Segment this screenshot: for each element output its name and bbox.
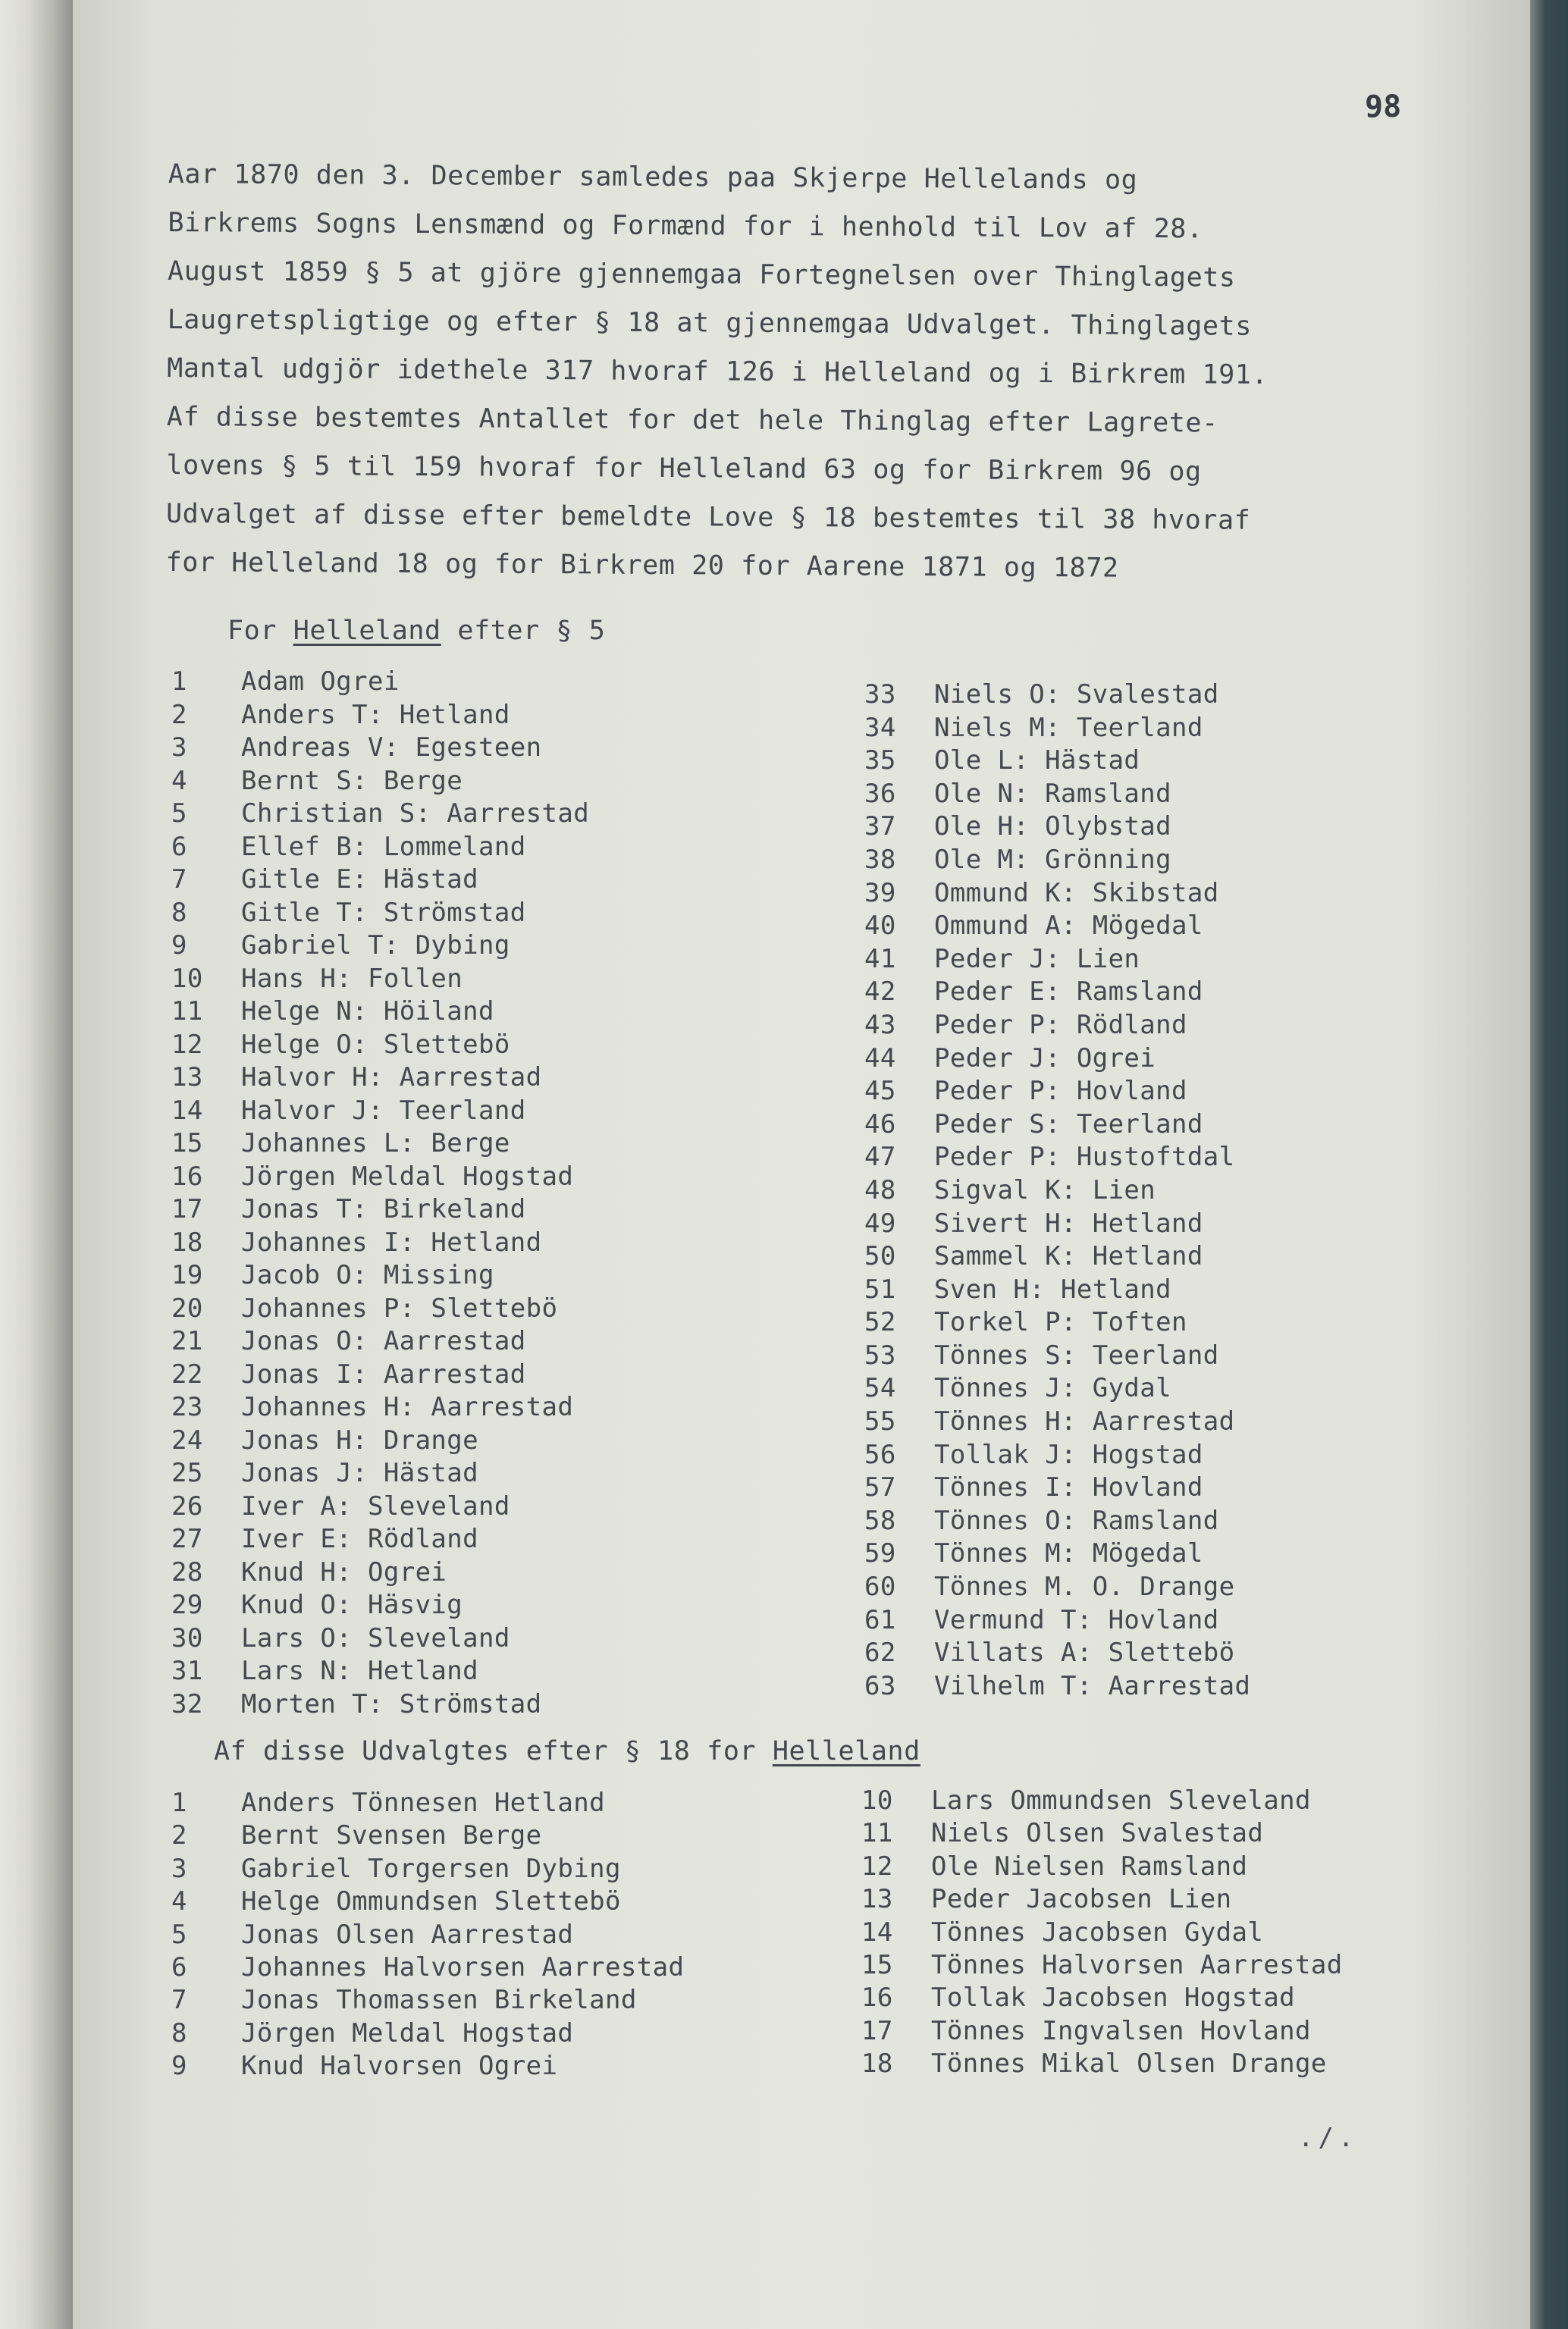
list-item bbox=[171, 963, 589, 996]
list-item bbox=[864, 1306, 1250, 1340]
list-item-number: 1 bbox=[171, 1788, 187, 1818]
list-item bbox=[861, 1785, 1343, 1817]
list-item-name: Sammel K: Hetland bbox=[934, 1241, 1203, 1272]
list-item bbox=[864, 1009, 1250, 1042]
list-item bbox=[171, 1359, 589, 1392]
list-item-number: 36 bbox=[864, 778, 896, 809]
list-item-number: 46 bbox=[864, 1108, 896, 1139]
list-item-name: Sivert H: Hetland bbox=[934, 1208, 1203, 1239]
intro-line: Mantal udgjör idethele 317 hvoraf 126 i Helleland og i Birkrem 191. bbox=[167, 353, 1269, 390]
list-item-name: Ole L: Hästad bbox=[934, 745, 1140, 776]
list-item bbox=[171, 666, 589, 699]
list-item bbox=[864, 810, 1250, 844]
list-item-number: 25 bbox=[171, 1458, 203, 1488]
list-item bbox=[171, 1161, 589, 1194]
list-item bbox=[171, 1951, 684, 1984]
list-item-name: Johannes Halvorsen Aarrestad bbox=[241, 1951, 685, 1983]
list-item-number: 5 bbox=[171, 1919, 187, 1950]
list-item bbox=[171, 1127, 589, 1161]
list-item-name: Tönnes I: Hovland bbox=[934, 1472, 1203, 1503]
list-item bbox=[864, 712, 1250, 745]
list-item-number: 28 bbox=[171, 1556, 203, 1588]
list-item-number: 50 bbox=[864, 1241, 896, 1272]
list-item-number: 19 bbox=[171, 1260, 203, 1290]
list-item-name: Villats A: Slettebö bbox=[934, 1638, 1235, 1669]
list-item bbox=[864, 1406, 1250, 1439]
list-item-number: 18 bbox=[171, 1227, 203, 1258]
list-item-number: 59 bbox=[864, 1538, 896, 1569]
list-item-number: 55 bbox=[864, 1406, 896, 1437]
list-item bbox=[861, 1949, 1343, 1982]
list-item bbox=[171, 1095, 589, 1128]
list-item-number: 30 bbox=[171, 1622, 203, 1653]
list-item-number: 22 bbox=[171, 1359, 203, 1390]
list-item-number: 62 bbox=[864, 1638, 896, 1669]
section5-heading-place: Helleland bbox=[293, 616, 441, 646]
list-item bbox=[171, 1919, 684, 1951]
list-item-number: 3 bbox=[171, 732, 187, 763]
list-item-name: Peder P: Hovland bbox=[934, 1076, 1187, 1107]
list-item-name: Peder E: Ramsland bbox=[934, 976, 1203, 1008]
list-item bbox=[864, 679, 1250, 712]
list-item-number: 18 bbox=[861, 2048, 893, 2080]
list-item-number: 45 bbox=[864, 1076, 896, 1107]
list-item bbox=[864, 1670, 1250, 1704]
list-item bbox=[171, 1325, 589, 1359]
list-item-name: Jonas H: Drange bbox=[241, 1425, 479, 1456]
list-item bbox=[861, 1917, 1343, 1949]
list-item bbox=[171, 1787, 684, 1820]
list-item-name: Andreas V: Egesteen bbox=[241, 732, 542, 763]
list-item-number: 27 bbox=[171, 1524, 203, 1554]
list-item bbox=[171, 1523, 589, 1556]
list-item-name: Iver A: Sleveland bbox=[241, 1490, 510, 1522]
list-item-name: Peder P: Rödland bbox=[934, 1009, 1187, 1040]
list-item-name: Johannes P: Slettebö bbox=[241, 1293, 558, 1324]
list-item-name: Jörgen Meldal Hogstad bbox=[241, 1161, 574, 1192]
list-item-name: Lars O: Sleveland bbox=[241, 1622, 510, 1653]
list-item bbox=[171, 1391, 589, 1425]
section18-list-right bbox=[861, 1785, 1343, 2081]
list-item-number: 15 bbox=[861, 1949, 893, 1980]
intro-paragraph bbox=[165, 150, 1532, 595]
list-item-number: 13 bbox=[861, 1884, 893, 1915]
list-item-name: Peder J: Lien bbox=[934, 943, 1140, 974]
list-item bbox=[171, 897, 589, 930]
list-item bbox=[864, 1439, 1250, 1472]
list-item-number: 4 bbox=[171, 1886, 187, 1917]
list-item-number: 12 bbox=[171, 1029, 203, 1060]
list-item-name: Tönnes J: Gydal bbox=[934, 1373, 1172, 1404]
list-item-name: Ole N: Ramsland bbox=[934, 778, 1172, 809]
list-item bbox=[171, 1556, 589, 1590]
list-item-number: 2 bbox=[171, 1820, 187, 1851]
list-item-name: Vermund T: Hovland bbox=[934, 1604, 1219, 1635]
list-item bbox=[171, 1589, 589, 1622]
list-item-number: 42 bbox=[864, 976, 896, 1008]
list-item-name: Ole Nielsen Ramsland bbox=[931, 1851, 1248, 1882]
list-item bbox=[171, 1061, 589, 1095]
list-item-name: Knud Halvorsen Ogrei bbox=[241, 2051, 558, 2082]
list-item-name: Johannes L: Berge bbox=[241, 1128, 510, 1158]
intro-line: Birkrems Sogns Lensmænd og Formænd for i henhold til Lov af 28. bbox=[168, 207, 1203, 245]
list-item bbox=[864, 877, 1250, 911]
list-item-number: 17 bbox=[861, 2015, 893, 2046]
list-item-number: 12 bbox=[861, 1851, 893, 1882]
list-item-number: 56 bbox=[864, 1439, 896, 1470]
list-item-number: 43 bbox=[864, 1009, 896, 1040]
list-item-number: 48 bbox=[864, 1174, 896, 1205]
list-item-number: 41 bbox=[864, 943, 896, 974]
list-item-name: Knud H: Ogrei bbox=[241, 1556, 447, 1588]
list-item bbox=[864, 1141, 1250, 1174]
list-item bbox=[864, 1505, 1250, 1538]
list-item bbox=[171, 831, 589, 864]
list-item bbox=[864, 1571, 1250, 1604]
list-item-name: Helge N: Höiland bbox=[241, 996, 494, 1027]
list-item-number: 31 bbox=[171, 1656, 203, 1686]
list-item bbox=[171, 732, 589, 765]
list-item-name: Halvor H: Aarrestad bbox=[241, 1062, 542, 1092]
list-item-name: Peder Jacobsen Lien bbox=[931, 1884, 1232, 1915]
list-item-name: Niels Olsen Svalestad bbox=[931, 1818, 1264, 1849]
list-item-name: Torkel P: Toften bbox=[934, 1307, 1187, 1338]
list-item bbox=[171, 2017, 684, 2050]
list-item-name: Lars N: Hetland bbox=[241, 1656, 479, 1686]
list-item bbox=[171, 1984, 684, 2017]
list-item-name: Tönnes Jacobsen Gydal bbox=[931, 1917, 1264, 1948]
page-number: 98 bbox=[1365, 89, 1402, 124]
list-item bbox=[861, 1982, 1343, 2014]
list-item-name: Morten T: Strömstad bbox=[241, 1688, 542, 1719]
list-item-name: Tönnes Ingvalsen Hovland bbox=[931, 2015, 1311, 2046]
list-item bbox=[171, 765, 589, 798]
list-item bbox=[864, 910, 1250, 943]
list-item-number: 5 bbox=[171, 798, 187, 829]
list-item-name: Tollak J: Hogstad bbox=[934, 1439, 1203, 1470]
list-item bbox=[864, 943, 1250, 976]
list-item-name: Niels O: Svalestad bbox=[934, 679, 1219, 710]
list-item-name: Hans H: Follen bbox=[241, 963, 463, 994]
list-item-number: 13 bbox=[171, 1062, 203, 1092]
list-item-name: Jacob O: Missing bbox=[241, 1260, 494, 1290]
list-item-number: 8 bbox=[171, 897, 187, 928]
list-item-name: Ellef B: Lommeland bbox=[241, 831, 526, 862]
list-item-number: 14 bbox=[171, 1095, 203, 1126]
list-item-name: Tönnes H: Aarrestad bbox=[934, 1406, 1235, 1437]
list-item-number: 23 bbox=[171, 1392, 203, 1422]
list-item-number: 3 bbox=[171, 1853, 187, 1884]
list-item-number: 37 bbox=[864, 811, 896, 842]
list-item-number: 60 bbox=[864, 1572, 896, 1603]
list-item bbox=[171, 699, 589, 732]
list-item-name: Ommund K: Skibstad bbox=[934, 877, 1219, 908]
list-item-number: 16 bbox=[171, 1161, 203, 1192]
list-item-number: 15 bbox=[171, 1128, 203, 1158]
list-item-number: 52 bbox=[864, 1307, 896, 1338]
section18-heading-place: Helleland bbox=[772, 1736, 920, 1766]
list-item-name: Johannes I: Hetland bbox=[241, 1227, 542, 1258]
list-item-number: 63 bbox=[864, 1670, 896, 1701]
section18-list-left bbox=[171, 1787, 684, 2083]
list-item bbox=[171, 1688, 589, 1722]
list-item bbox=[171, 1622, 589, 1656]
list-item-name: Peder J: Ogrei bbox=[934, 1042, 1156, 1074]
list-item-number: 1 bbox=[171, 666, 187, 697]
list-item bbox=[171, 798, 589, 831]
list-item bbox=[864, 744, 1250, 778]
list-item-number: 2 bbox=[171, 699, 187, 730]
list-item-name: Vilhelm T: Aarrestad bbox=[934, 1670, 1251, 1701]
list-item-name: Bernt S: Berge bbox=[241, 765, 463, 796]
list-item-name: Jonas J: Hästad bbox=[241, 1458, 479, 1488]
list-item bbox=[171, 864, 589, 897]
list-item-number: 9 bbox=[171, 2051, 187, 2082]
list-item-name: Jonas T: Birkeland bbox=[241, 1194, 526, 1224]
intro-line: Aar 1870 den 3. December samledes paa Skjerpe Hellelands og bbox=[168, 158, 1138, 196]
end-mark: ./. bbox=[1298, 2123, 1359, 2153]
section5-heading bbox=[227, 616, 605, 646]
list-item bbox=[171, 1820, 684, 1852]
list-item bbox=[171, 1853, 684, 1885]
list-item-name: Tönnes M. O. Drange bbox=[934, 1572, 1235, 1603]
list-item-number: 49 bbox=[864, 1208, 896, 1239]
list-item bbox=[864, 844, 1250, 877]
list-item bbox=[171, 1193, 589, 1227]
list-item-number: 6 bbox=[171, 831, 187, 862]
list-item-number: 57 bbox=[864, 1472, 896, 1503]
list-item-name: Helge O: Slettebö bbox=[241, 1029, 510, 1060]
list-item-name: Gabriel T: Dybing bbox=[241, 930, 510, 961]
list-item-number: 54 bbox=[864, 1373, 896, 1404]
list-item-name: Gitle T: Strömstad bbox=[241, 897, 526, 928]
section18-heading-prefix: Af disse Udvalgtes efter § 18 for bbox=[214, 1736, 773, 1766]
section5-heading-suffix: efter § 5 bbox=[441, 616, 606, 646]
list-item-name: Halvor J: Teerland bbox=[241, 1095, 526, 1126]
list-item-number: 47 bbox=[864, 1142, 896, 1173]
list-item-number: 33 bbox=[864, 679, 896, 710]
list-item bbox=[171, 2050, 684, 2083]
list-item-name: Peder S: Teerland bbox=[934, 1108, 1203, 1139]
list-item bbox=[171, 1885, 684, 1918]
list-item bbox=[864, 778, 1250, 811]
list-item bbox=[864, 1108, 1250, 1142]
list-item-name: Tönnes Mikal Olsen Drange bbox=[931, 2048, 1327, 2080]
list-item-number: 39 bbox=[864, 877, 896, 908]
section5-heading-prefix: For bbox=[227, 616, 293, 646]
list-item-name: Tönnes Halvorsen Aarrestad bbox=[931, 1949, 1343, 1980]
list-item-number: 44 bbox=[864, 1042, 896, 1074]
list-item-name: Johannes H: Aarrestad bbox=[241, 1392, 574, 1422]
list-item bbox=[864, 1637, 1250, 1670]
list-item-number: 7 bbox=[171, 864, 187, 895]
list-item-name: Tollak Jacobsen Hogstad bbox=[931, 1983, 1296, 2014]
list-item-number: 21 bbox=[171, 1326, 203, 1356]
list-item-number: 29 bbox=[171, 1590, 203, 1620]
list-item bbox=[171, 929, 589, 963]
list-item bbox=[864, 1042, 1250, 1076]
list-item-number: 61 bbox=[864, 1604, 896, 1635]
list-item-number: 35 bbox=[864, 745, 896, 776]
list-item-number: 20 bbox=[171, 1293, 203, 1324]
list-item-number: 26 bbox=[171, 1490, 203, 1522]
list-item-number: 6 bbox=[171, 1951, 187, 1983]
list-item-name: Niels M: Teerland bbox=[934, 712, 1203, 743]
list-item bbox=[171, 1425, 589, 1458]
list-item-name: Jonas O: Aarrestad bbox=[241, 1326, 526, 1356]
list-item-number: 7 bbox=[171, 1985, 187, 2016]
list-item bbox=[861, 1817, 1343, 1850]
list-item bbox=[171, 1227, 589, 1260]
list-item-name: Gabriel Torgersen Dybing bbox=[241, 1853, 621, 1884]
list-item-number: 24 bbox=[171, 1425, 203, 1456]
list-item bbox=[864, 976, 1250, 1009]
list-item-number: 51 bbox=[864, 1274, 896, 1305]
list-item-name: Knud O: Häsvig bbox=[241, 1590, 463, 1620]
section18-heading bbox=[214, 1736, 920, 1766]
list-item-name: Anders Tönnesen Hetland bbox=[241, 1788, 606, 1818]
list-item bbox=[864, 1472, 1250, 1505]
list-item-name: Tönnes O: Ramsland bbox=[934, 1505, 1219, 1536]
list-item-name: Christian S: Aarrestad bbox=[241, 798, 590, 829]
list-item-number: 38 bbox=[864, 844, 896, 875]
list-item-name: Helge Ommundsen Slettebö bbox=[241, 1886, 621, 1917]
list-item bbox=[171, 1029, 589, 1062]
list-item-number: 14 bbox=[861, 1917, 893, 1948]
intro-line: Udvalget af disse efter bemeldte Love § 18 bestemtes til 38 hvoraf bbox=[165, 498, 1251, 536]
list-item-name: Lars Ommundsen Sleveland bbox=[931, 1785, 1311, 1816]
list-item bbox=[171, 1490, 589, 1524]
intro-line: Af disse bestemtes Antallet for det hele Thinglag efter Lagrete- bbox=[166, 401, 1218, 439]
list-item-number: 10 bbox=[171, 963, 203, 994]
list-item bbox=[864, 1208, 1250, 1241]
list-item bbox=[864, 1372, 1250, 1406]
list-item-name: Adam Ogrei bbox=[241, 666, 400, 697]
list-item bbox=[864, 1604, 1250, 1638]
list-item bbox=[861, 2048, 1343, 2080]
section5-list-right bbox=[864, 679, 1250, 1703]
list-item-number: 9 bbox=[171, 930, 187, 961]
list-item-number: 32 bbox=[171, 1688, 203, 1719]
list-item-name: Jonas Thomassen Birkeland bbox=[241, 1985, 637, 2016]
intro-line: lovens § 5 til 159 hvoraf for Helleland 63 og for Birkrem 96 og bbox=[166, 450, 1202, 487]
list-item-name: Ole H: Olybstad bbox=[934, 811, 1172, 842]
list-item-name: Iver E: Rödland bbox=[241, 1524, 479, 1554]
intro-line: for Helleland 18 og for Birkrem 20 for Aarene 1871 og 1872 bbox=[165, 547, 1119, 584]
intro-line: Laugretspligtige og efter § 18 at gjennemgaa Udvalget. Thinglagets bbox=[167, 304, 1253, 342]
list-item-number: 53 bbox=[864, 1340, 896, 1371]
list-item-name: Jörgen Meldal Hogstad bbox=[241, 2017, 574, 2048]
list-item bbox=[171, 1293, 589, 1326]
list-item bbox=[171, 1457, 589, 1490]
list-item-name: Ole M: Grönning bbox=[934, 844, 1172, 875]
list-item bbox=[864, 1538, 1250, 1571]
list-item-name: Ommund A: Mögedal bbox=[934, 911, 1203, 942]
list-item-number: 11 bbox=[171, 996, 203, 1027]
list-item-number: 16 bbox=[861, 1983, 893, 2014]
list-item-number: 8 bbox=[171, 2017, 187, 2048]
list-item-name: Bernt Svensen Berge bbox=[241, 1820, 542, 1851]
list-item-name: Jonas Olsen Aarrestad bbox=[241, 1919, 574, 1950]
list-item bbox=[864, 1075, 1250, 1108]
list-item bbox=[861, 1851, 1343, 1883]
list-item bbox=[864, 1274, 1250, 1307]
list-item-name: Sigval K: Lien bbox=[934, 1174, 1156, 1205]
list-item-name: Tönnes S: Teerland bbox=[934, 1340, 1219, 1371]
list-item-name: Sven H: Hetland bbox=[934, 1274, 1172, 1305]
list-item-number: 40 bbox=[864, 911, 896, 942]
list-item-name: Tönnes M: Mögedal bbox=[934, 1538, 1203, 1569]
list-item bbox=[861, 2015, 1343, 2048]
list-item bbox=[171, 995, 589, 1029]
list-item bbox=[864, 1240, 1250, 1274]
list-item-number: 4 bbox=[171, 765, 187, 796]
book-gutter bbox=[0, 0, 73, 2329]
list-item-number: 58 bbox=[864, 1505, 896, 1536]
list-item-number: 34 bbox=[864, 712, 896, 743]
intro-line: August 1859 § 5 at gjöre gjennemgaa Fortegnelsen over Thinglagets bbox=[167, 255, 1236, 293]
list-item bbox=[861, 1883, 1343, 1916]
page-edge-background bbox=[1530, 0, 1568, 2329]
list-item-name: Anders T: Hetland bbox=[241, 699, 510, 730]
list-item-number: 11 bbox=[861, 1818, 893, 1849]
list-item bbox=[171, 1259, 589, 1293]
list-item-name: Gitle E: Hästad bbox=[241, 864, 479, 895]
section5-list-left bbox=[171, 666, 589, 1721]
list-item-name: Jonas I: Aarrestad bbox=[241, 1359, 526, 1390]
list-item bbox=[864, 1340, 1250, 1373]
list-item-number: 10 bbox=[861, 1785, 893, 1816]
list-item bbox=[864, 1174, 1250, 1208]
list-item-name: Peder P: Hustoftdal bbox=[934, 1142, 1235, 1173]
list-item-number: 17 bbox=[171, 1194, 203, 1224]
list-item bbox=[171, 1655, 589, 1688]
